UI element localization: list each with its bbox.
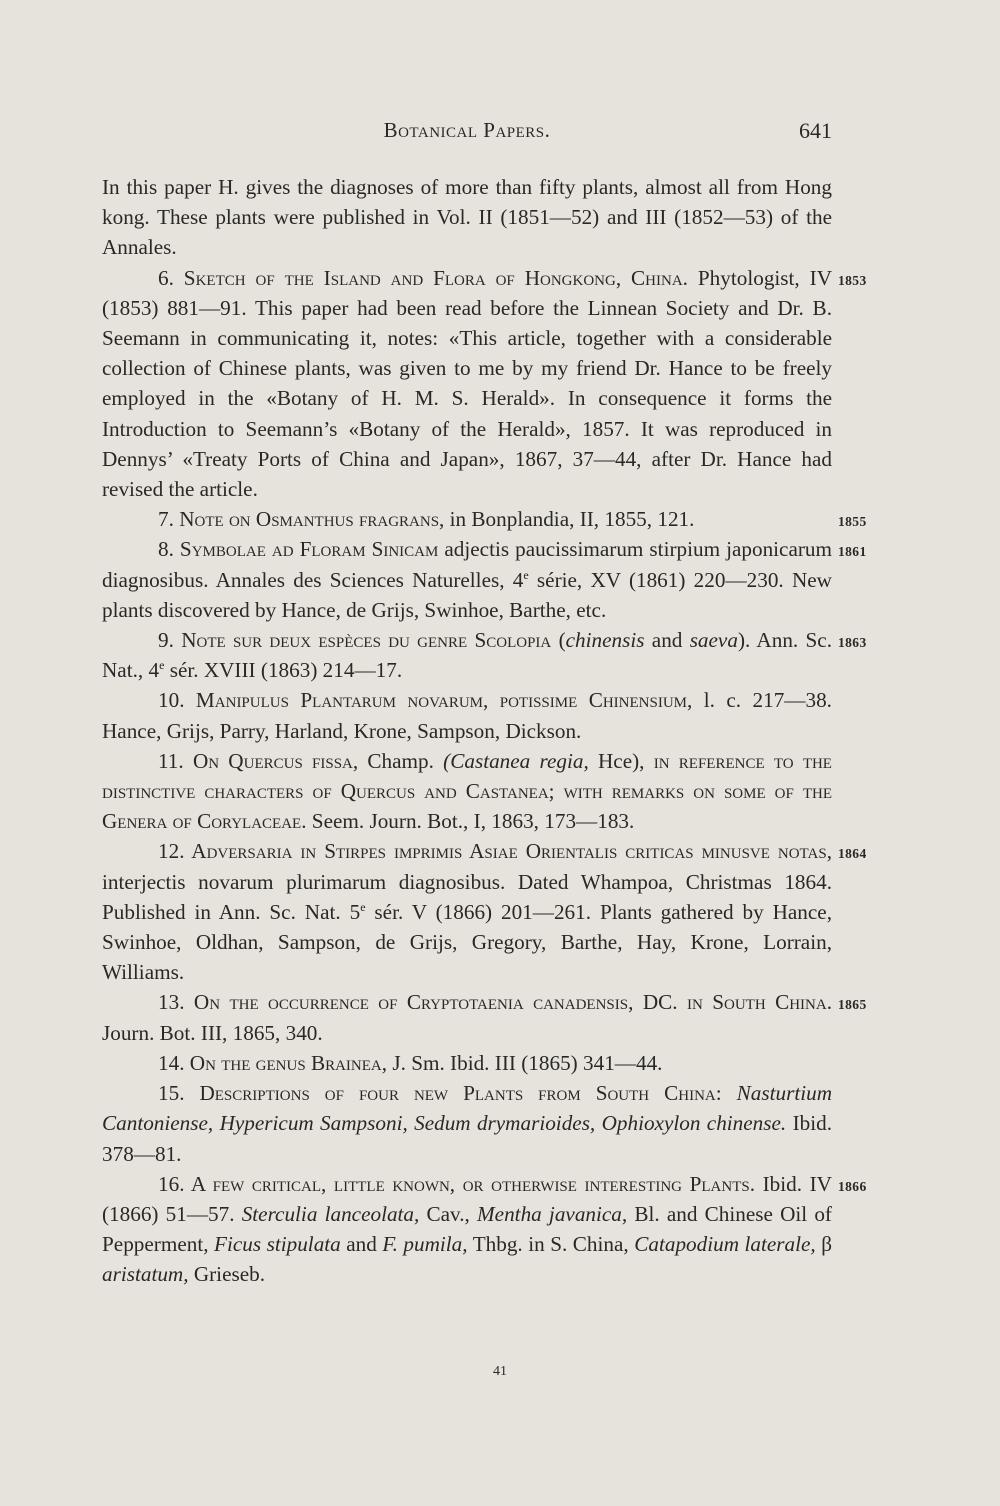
entry-text: l. c. 217—38. Hance, Grijs, Parry, Harland, Krone, Sampson, Dickson. <box>102 688 832 743</box>
entry-title: 15. Descriptions of four new Plants from South China: <box>158 1081 722 1106</box>
entry-14 <box>102 1048 832 1078</box>
paren-open: ( <box>551 628 566 653</box>
species-name: Catapodium laterale, <box>634 1232 816 1257</box>
entry-text: DC. <box>633 990 687 1015</box>
year-marker-1863: 1863 <box>838 635 867 651</box>
year-marker-1853: 1853 <box>838 272 867 288</box>
entry-text: Champ. <box>358 748 444 773</box>
species-name: saeva <box>689 628 738 653</box>
species-name: (Castanea regia, <box>443 748 589 773</box>
text-body <box>102 172 867 1290</box>
entry-10 <box>102 685 832 745</box>
entry-text: adjectis paucissimarum stirpium japonicarum diagnosibus. Annales des Sciences Naturelles, 4 <box>102 537 832 592</box>
species-name: F. pumila, <box>382 1232 468 1257</box>
entry-text: J. Sm. Ibid. III (1865) 341—44. <box>387 1050 663 1075</box>
species-list: Nasturtium Cantoniense, Hypericum Sampsoni, Sedum drymarioides, Ophioxylon chinense. <box>102 1081 832 1136</box>
entry-citation: Ibid. 378—81. <box>102 1111 832 1166</box>
entry-text-cont: série, XV (1861) 220—230. New plants discovered by Hance, de Grijs, Swinhoe, Barthe, etc. <box>102 567 832 622</box>
entry-9 <box>102 625 867 685</box>
conjunction: and <box>644 628 690 653</box>
entry-text: β <box>815 1232 833 1257</box>
entry-text: Phytologist, IV (1853) 881—91. This paper had been read before the Linnean Society and Dr. B. Seemann in communicating it, notes: «This article, together with a considerable collection of Chinese plants, was given to me by my friend Dr. Hance to be freely employed in the «Botany of H. M. S. Herald». In consequence it forms the Introduction to Seemann’s «Botany of the Herald», 1857. It was reproduced in Dennys’ «Treaty Ports of China and Japan», 1867, 37—44, after Dr. Hance had revised the article. <box>102 265 833 502</box>
entry-citation: Seem. Journ. Bot., I, 1863, 173—183. <box>306 809 635 834</box>
year-marker-1865: 1865 <box>838 997 867 1013</box>
entry-text: Ibid. IV (1866) 51—57. <box>102 1171 832 1226</box>
entry-11 <box>102 746 832 837</box>
entry-text-cont: Hce), <box>588 748 654 773</box>
entry-text: interjectis novarum plurimarum diagnosibus. Dated Whampoa, Christmas 1864. Published in Ann. Sc. Nat. 5 <box>102 869 832 924</box>
entry-title: 9. Note sur deux espèces du genre Scolopia <box>158 628 552 653</box>
entry-title-cont: in South China. <box>686 990 832 1015</box>
entry-text-cont: sér. V (1866) 201—261. Plants gathered by Hance, Swinhoe, Oldhan, Sampson, de Grijs, Gregory, Barthe, Hay, Krone, Lorrain, Williams. <box>102 899 832 985</box>
year-marker-1866: 1866 <box>838 1178 867 1194</box>
entry-7 <box>102 504 867 534</box>
entry-citation: Journ. Bot. III, 1865, 340. <box>102 1020 323 1045</box>
entry-12 <box>102 836 867 987</box>
entry-text-cont: sér. XVIII (1863) 214—17. <box>164 658 403 683</box>
entry-text: Grieseb. <box>188 1262 266 1287</box>
entry-title: 14. On the genus Brainea, <box>158 1050 388 1075</box>
entry-8 <box>102 534 867 625</box>
entry-15 <box>102 1078 832 1169</box>
entry-title: 10. Manipulus Plantarum novarum, potissime Chinensium, <box>158 688 693 713</box>
entry-title: 13. On the occurrence of Cryptotaenia canadensis, <box>158 990 634 1015</box>
entry-text: Ann. Sc. Nat., 4 <box>102 628 832 683</box>
species-name: aristatum, <box>102 1262 189 1287</box>
year-marker-1861: 1861 <box>838 544 867 560</box>
page-number: 641 <box>799 118 832 143</box>
superscript: e <box>523 567 529 582</box>
intro-paragraph: In this paper H. gives the diagnoses of more than fifty plants, almost all from Hong kong. These plants were published in Vol. II (1851—52) and III (1852—53) of the Annales. <box>102 175 832 260</box>
entry-text: and <box>340 1232 383 1257</box>
year-marker-1855: 1855 <box>838 514 867 530</box>
species-name: Sterculia lanceolata, <box>241 1201 420 1226</box>
entry-text: Cav., <box>419 1201 478 1226</box>
entry-text: Bl. and Chinese Oil of Pepperment, <box>102 1201 832 1257</box>
entry-title-cont: in reference to the distinctive characters of Quercus and Castanea; with remarks on some of the Genera of Corylaceae. <box>102 748 832 834</box>
entry-title: 11. On Quercus fissa, <box>158 748 359 773</box>
running-head: Botanical Papers. <box>383 118 551 142</box>
species-name: chinensis <box>565 628 645 653</box>
paren-close: ). <box>737 628 751 653</box>
species-name: Mentha javanica, <box>477 1201 628 1226</box>
entry-6 <box>102 263 867 505</box>
entry-16 <box>102 1169 867 1290</box>
entry-title: 7. Note on Osmanthus fragrans, <box>158 507 445 532</box>
page-header <box>102 118 832 154</box>
entry-title: 6. Sketch of the Island and Flora of Hongkong, China. <box>158 265 688 290</box>
year-marker-1864: 1864 <box>838 846 867 862</box>
entry-title: 8. Symbolae ad Floram Sinicam <box>158 537 439 562</box>
entry-title: 12. Adversaria in Stirpes imprimis Asiae Orientalis criticas minusve notas, <box>158 839 832 864</box>
signature-mark: 41 <box>493 1364 507 1379</box>
species-name: Ficus stipulata <box>214 1232 341 1257</box>
entry-text: Thbg. in S. China, <box>467 1232 635 1257</box>
entry-13 <box>102 987 867 1047</box>
entry-text: in Bonplandia, II, 1855, 121. <box>444 507 695 532</box>
superscript: e <box>159 658 165 673</box>
entry-title: 16. A few critical, little known, or otherwise interesting Plants. <box>158 1171 756 1196</box>
superscript: e <box>360 899 366 914</box>
